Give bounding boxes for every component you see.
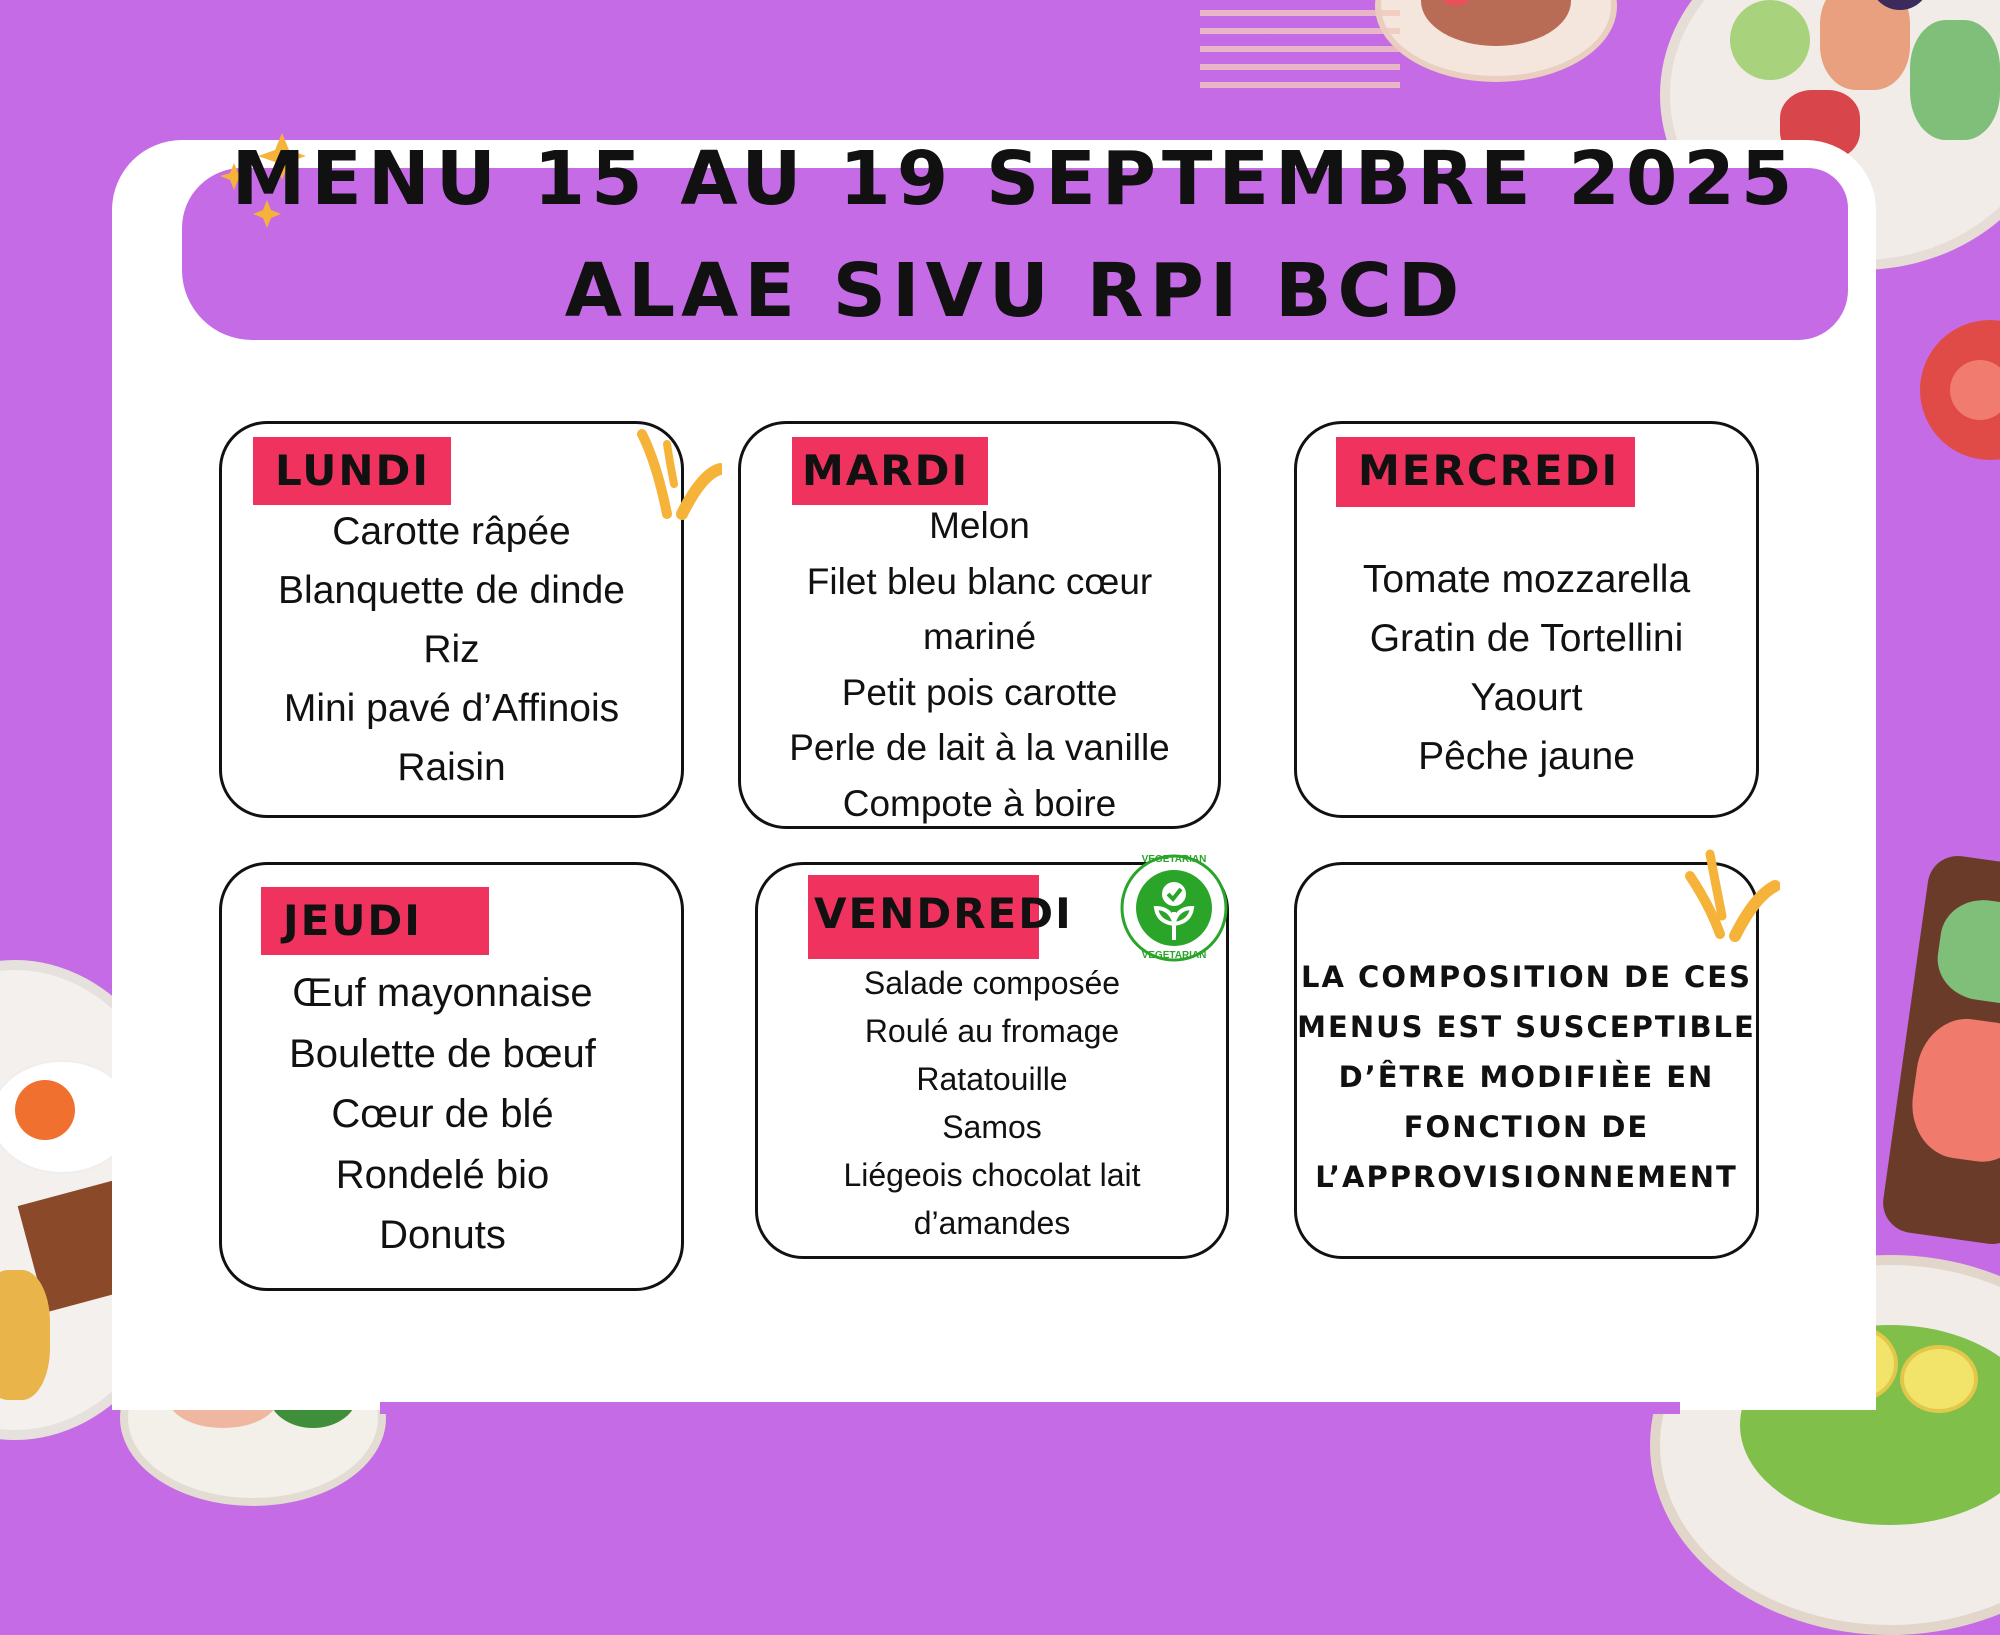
list-item: Liégeois chocolat lait bbox=[843, 1157, 1141, 1193]
list-item: Roulé au fromage bbox=[864, 1013, 1120, 1049]
list-item: Raisin bbox=[397, 746, 506, 789]
list-item: d’amandes bbox=[913, 1205, 1071, 1241]
menu-list-lundi bbox=[219, 502, 684, 797]
menu-list-mardi bbox=[738, 498, 1221, 831]
page-title: MENU 15 AU 19 SEPTEMBRE 2025 bbox=[231, 136, 1799, 222]
list-item: Samos bbox=[942, 1109, 1042, 1145]
day-label-lundi: LUNDI bbox=[253, 437, 451, 505]
list-item: Blanquette de dinde bbox=[278, 569, 625, 612]
list-item: Melon bbox=[929, 505, 1030, 546]
bottom-stripe bbox=[380, 1402, 1680, 1414]
splash-icon bbox=[1680, 846, 1780, 946]
list-item: Pêche jaune bbox=[1418, 735, 1635, 778]
menu-list-mercredi bbox=[1294, 550, 1759, 786]
vegetarian-badge bbox=[1118, 852, 1230, 964]
list-item: Rondelé bio bbox=[335, 1152, 550, 1197]
notice-line: MENUS EST SUSCEPTIBLE bbox=[1297, 1010, 1756, 1044]
list-item: Boulette de bœuf bbox=[289, 1031, 596, 1076]
tomato-illustration bbox=[1920, 320, 2000, 460]
notice-line: L’APPROVISIONNEMENT bbox=[1315, 1160, 1738, 1194]
list-item: Tomate mozzarella bbox=[1362, 558, 1691, 601]
list-item: Carotte râpée bbox=[332, 510, 571, 553]
list-item: Riz bbox=[423, 628, 480, 671]
page-subtitle: ALAE SIVU RPI BCD bbox=[564, 248, 1466, 334]
list-item: Petit pois carotte bbox=[841, 671, 1118, 713]
notice-line: FONCTION DE bbox=[1403, 1110, 1650, 1144]
day-label-vendredi: VENDREDI bbox=[808, 875, 1039, 959]
toast-illustration-right bbox=[1879, 852, 2000, 1248]
list-item: Filet bleu blanc cœur bbox=[806, 560, 1153, 602]
list-item: Cœur de blé bbox=[331, 1092, 554, 1136]
list-item: Yaourt bbox=[1470, 676, 1583, 719]
notice-text bbox=[1294, 952, 1759, 1202]
food-bowl-top-illustration bbox=[1375, 0, 1617, 82]
brush-stroke-decoration bbox=[1200, 10, 1400, 90]
day-label-jeudi: JEUDI bbox=[261, 887, 489, 955]
list-item: Mini pavé d’Affinois bbox=[283, 687, 620, 730]
list-item: Compote à boire bbox=[842, 782, 1117, 824]
menu-list-jeudi bbox=[219, 963, 666, 1266]
list-item: Ratatouille bbox=[916, 1061, 1068, 1097]
notice-line: D’ÊTRE MODIFIÈE EN bbox=[1338, 1060, 1715, 1094]
day-label-mardi: MARDI bbox=[792, 437, 988, 505]
list-item: Perle de lait à la vanille bbox=[789, 727, 1170, 768]
list-item: Gratin de Tortellini bbox=[1369, 617, 1684, 660]
menu-list-vendredi bbox=[755, 959, 1229, 1247]
vegetarian-badge-text-bottom: VEGETARIAN bbox=[1141, 950, 1207, 961]
list-item: Salade composée bbox=[863, 965, 1121, 1001]
list-item: Œuf mayonnaise bbox=[292, 971, 593, 1015]
vegetarian-badge-text-top: VEGETARIAN bbox=[1141, 854, 1207, 865]
list-item: Donuts bbox=[379, 1213, 506, 1257]
day-label-mercredi: MERCREDI bbox=[1336, 437, 1635, 507]
notice-line: LA COMPOSITION DE CES bbox=[1301, 960, 1752, 994]
list-item: mariné bbox=[922, 616, 1037, 657]
